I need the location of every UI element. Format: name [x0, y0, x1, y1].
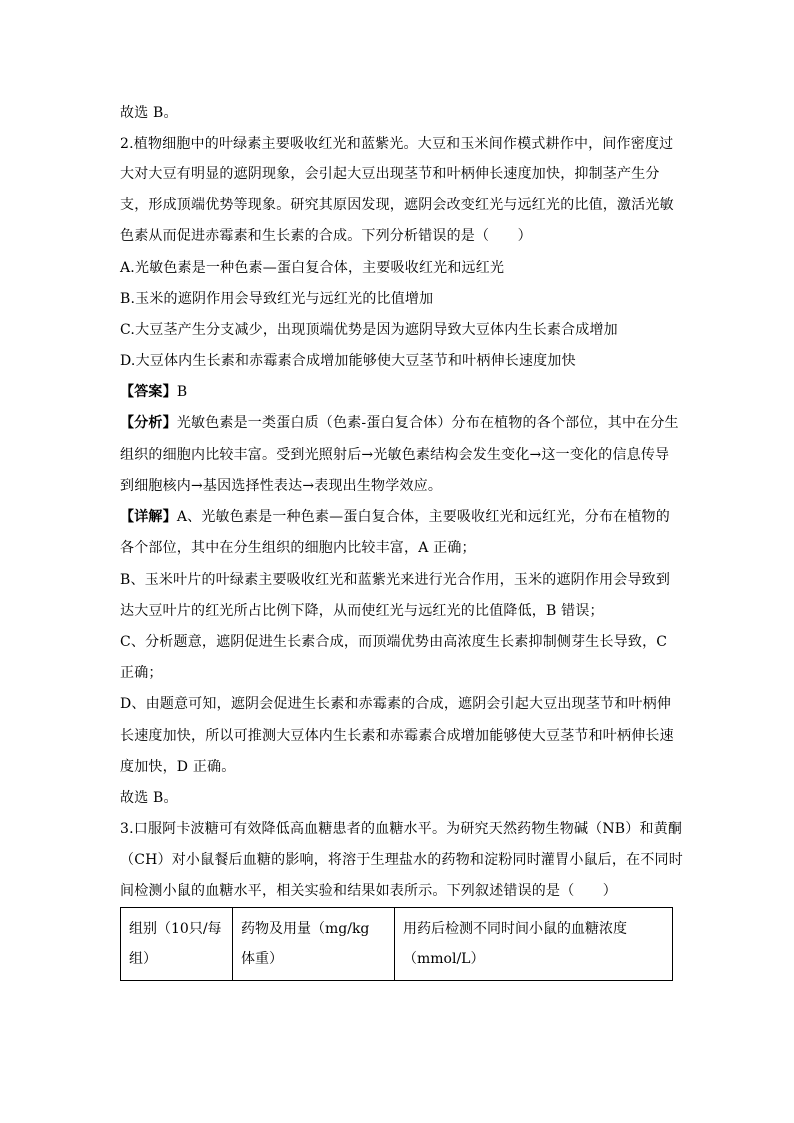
detail-line: C、分析题意，遮阴促进生长素合成，而顶端优势由高浓度生长素抑制侧芽生长导致，C: [120, 634, 668, 650]
detail-line: [120, 507, 670, 527]
question-2-stem: 色素从而促进赤霉素和生长素的合成。下列分析错误的是（ ）: [120, 228, 532, 244]
detail-line: 度加快，D 正确。: [120, 759, 236, 775]
question-3-stem: （CH）对小鼠餐后血糖的影响，将溶于生理盐水的药物和淀粉同时灌胃小鼠后，在不同时: [120, 852, 683, 868]
detail-line: 正确；: [120, 665, 163, 681]
option-c: C.大豆茎产生分支减少，出现顶端优势是因为遮阴导致大豆体内生长素合成增加: [120, 322, 618, 338]
question-3-stem: 间检测小鼠的血糖水平，相关实验和结果如表所示。下列叙述错误的是（ ）: [120, 883, 617, 899]
detail-line: 各个部位，其中在分生组织的细胞内比较丰富，A 正确；: [120, 540, 476, 556]
question-2-stem: 大对大豆有明显的遮阴现象，会引起大豆出现茎节和叶柄伸长速度加快，抑制茎产生分: [120, 166, 660, 182]
analysis-line: 组织的细胞内比较丰富。受到光照射后→光敏色素结构会发生变化→这一变化的信息传导: [120, 447, 670, 463]
analysis-label: 【分析】: [120, 415, 177, 431]
table-header-row: [121, 908, 673, 981]
option-b: B.玉米的遮阴作用会导致红光与远红光的比值增加: [120, 291, 434, 307]
detail-line: D、由题意可知，遮阴会促进生长素和赤霉素的合成，遮阴会引起大豆出现茎节和叶柄伸: [120, 696, 672, 712]
detail-label: 【详解】: [120, 509, 177, 525]
answer-label: 【答案】: [120, 384, 177, 400]
question-2-stem: 支，形成顶端优势等现象。研究其原因发现，遮阴会改变红光与远红光的比值，激活光敏: [120, 197, 674, 213]
table-header-cell: 组别（10只/每组）: [121, 908, 233, 981]
question-2-stem: 2.植物细胞中的叶绿素主要吸收红光和蓝紫光。大豆和玉米间作模式耕作中，间作密度过: [120, 136, 674, 152]
detail-line: 达大豆叶片的红光所占比例下降，从而使红光与远红光的比值降低，B 错误；: [120, 603, 604, 619]
table-header-cell: 用药后检测不同时间小鼠的血糖浓度（mmol/L）: [395, 908, 673, 981]
conclusion-line: 故选 B。: [120, 790, 178, 806]
detail-line: 长速度加快，所以可推测大豆体内生长素和赤霉素合成增加能够使大豆茎节和叶柄伸长速: [120, 728, 674, 744]
option-d: D.大豆体内生长素和赤霉素合成增加能够使大豆茎节和叶柄伸长速度加快: [120, 353, 576, 369]
question-3-stem: 3.口服阿卡波糖可有效降低高血糖患者的血糖水平。为研究天然药物生物碱（NB）和黄酮: [120, 821, 683, 837]
detail-text: A、光敏色素是一种色素—蛋白复合体，主要吸收红光和远红光，分布在植物的: [176, 509, 670, 525]
analysis-line: 到细胞核内→基因选择性表达→表现出生物学效应。: [120, 478, 443, 494]
analysis-text: 光敏色素是一类蛋白质（色素-蛋白复合体）分布在植物的各个部位，其中在分生: [176, 415, 679, 431]
results-table: [120, 907, 673, 981]
answer-value: B: [176, 384, 188, 400]
option-a: A.光敏色素是一种色素—蛋白复合体，主要吸收红光和远红光: [120, 260, 505, 276]
conclusion-line: 故选 B。: [120, 105, 178, 121]
detail-line: B、玉米叶片的叶绿素主要吸收红光和蓝紫光来进行光合作用，玉米的遮阴作用会导致到: [120, 572, 671, 588]
analysis-line: [120, 413, 679, 433]
table-header-cell: 药物及用量（mg/kg 体重）: [233, 908, 395, 981]
answer-line: [120, 382, 187, 402]
